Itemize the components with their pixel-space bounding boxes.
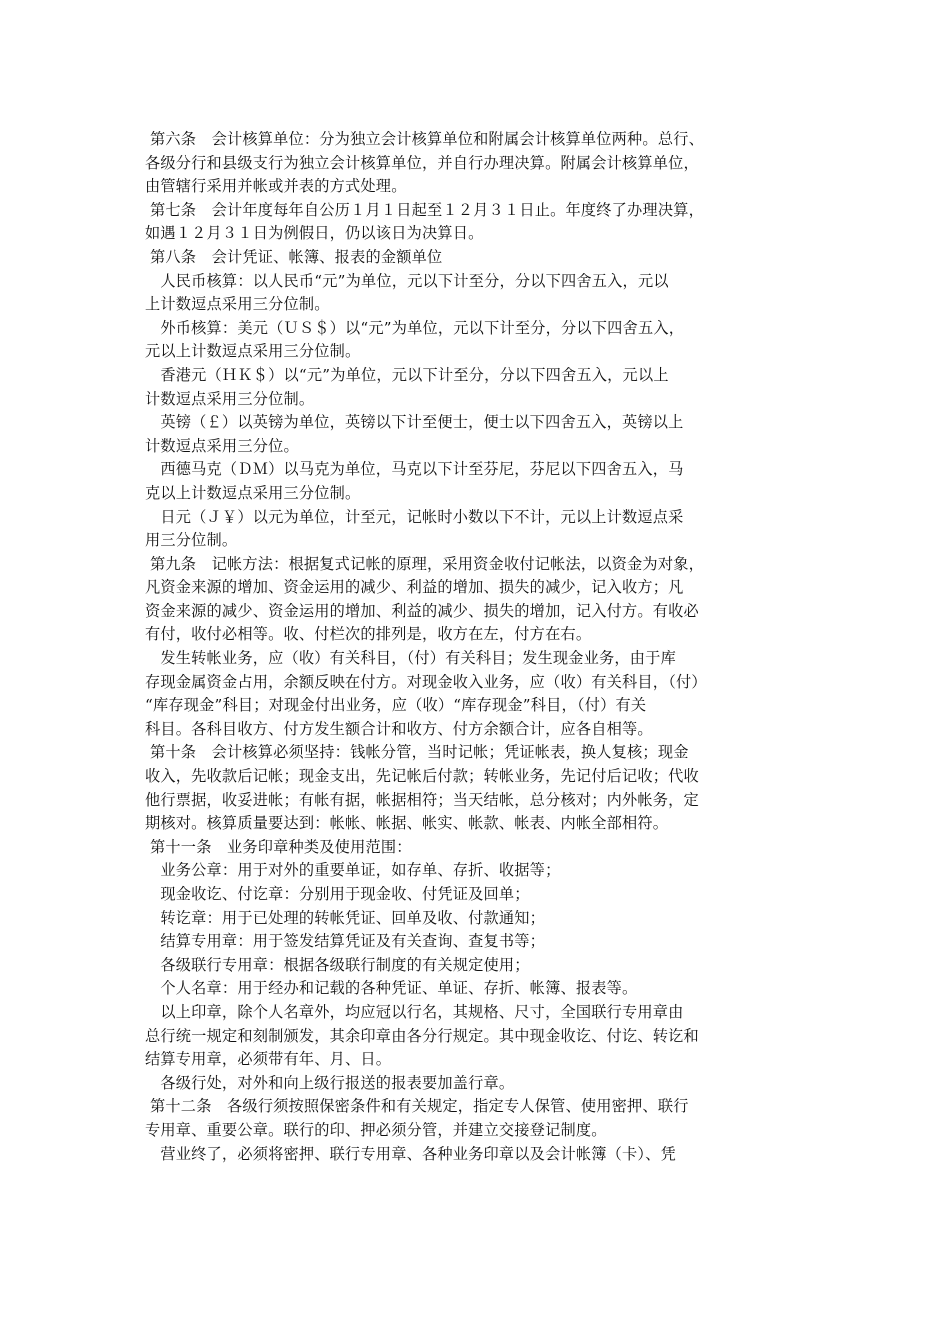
text-line: 个人名章：用于经办和记载的各种凭证、单证、存折、帐簿、报表等。 <box>145 979 638 998</box>
text-line: 外币核算：美元（ＵＳ＄）以“元”为单位，元以下计至分，分以下四舍五入， <box>145 318 685 337</box>
document-body <box>145 128 765 1166</box>
text-line: 结算专用章：用于签发结算凭证及有关查询、查复书等； <box>145 932 546 951</box>
text-line: 日元（Ｊ￥）以元为单位，计至元，记帐时小数以下不计，元以上计数逗点采 <box>145 507 684 526</box>
text-line: 以上印章，除个人名章外，均应冠以行名，其规格、尺寸，全国联行专用章由 <box>145 1002 684 1021</box>
text-line: 香港元（ＨＫ＄）以“元”为单位，元以下计至分，分以下四舍五入，元以上 <box>145 365 669 384</box>
text-line: 转讫章：用于已处理的转帐凭证、回单及收、付款通知； <box>145 908 546 927</box>
text-line: 发生转帐业务，应（收）有关科目，（付）有关科目；发生现金业务，由于库 <box>145 649 676 668</box>
text-line: 计数逗点采用三分位制。 <box>145 389 315 408</box>
text-line: 业务公章：用于对外的重要单证，如存单、存折、收据等； <box>145 861 561 880</box>
text-line: 收入，先收款后记帐；现金支出，先记帐后付款；转帐业务，先记付后记收；代收 <box>145 767 699 786</box>
text-line: 由管辖行采用并帐或并表的方式处理。 <box>145 177 407 196</box>
text-line: 第十二条 各级行须按照保密条件和有关规定，指定专人保管、使用密押、联行 <box>145 1097 689 1116</box>
text-line: 存现金属资金占用，余额反映在付方。对现金收入业务，应（收）有关科目，（付） <box>145 672 707 691</box>
text-line: 各级联行专用章：根据各级联行制度的有关规定使用； <box>145 955 530 974</box>
text-line: 元以上计数逗点采用三分位制。 <box>145 342 361 361</box>
text-line: 西德马克（ＤＭ）以马克为单位，马克以下计至芬尼，芬尼以下四舍五入，马 <box>145 460 684 479</box>
text-line: 如遇１２月３１日为例假日，仍以该日为决算日。 <box>145 224 484 243</box>
text-line: 用三分位制。 <box>145 531 238 550</box>
text-line: 现金收讫、付讫章：分别用于现金收、付凭证及回单； <box>145 885 530 903</box>
text-line: “库存现金”科目；对现金付出业务，应（收）“库存现金”科目，（付）有关 <box>145 696 647 715</box>
text-line: 资金来源的减少、资金运用的增加、利益的减少、损失的增加，记入付方。有收必 <box>145 601 699 620</box>
text-line: 各级行处，对外和向上级行报送的报表要加盖行章。 <box>145 1073 515 1092</box>
text-line: 第九条 记帐方法：根据复式记帐的原理，采用资金收付记帐法，以资金为对象， <box>145 554 704 573</box>
text-line: 凡资金来源的增加、资金运用的减少、利益的增加、损失的减少，记入收方；凡 <box>145 578 684 597</box>
text-line: 人民币核算：以人民币“元”为单位，元以下计至分，分以下四舍五入，元以 <box>145 271 669 290</box>
text-line: 他行票据，收妥进帐；有帐有据，帐据相符；当天结帐，总分核对；内外帐务，定 <box>145 790 699 809</box>
text-line: 营业终了，必须将密押、联行专用章、各种业务印章以及会计帐簿（卡）、凭 <box>145 1144 676 1163</box>
text-line: 克以上计数逗点采用三分位制。 <box>145 483 361 502</box>
text-line: 专用章、重要公章。联行的印、押必须分管，并建立交接登记制度。 <box>145 1120 607 1139</box>
text-line: 第十一条 业务印章种类及使用范围： <box>145 837 412 856</box>
text-line: 第七条 会计年度每年自公历１月１日起至１２月３１日止。年度终了办理决算， <box>145 200 704 219</box>
text-line: 科目。各科目收方、付方发生额合计和收方、付方余额合计，应各自相等。 <box>145 719 653 738</box>
text-line: 结算专用章，必须带有年、月、日。 <box>145 1050 392 1069</box>
text-line: 各级分行和县级支行为独立会计核算单位，并自行办理决算。附属会计核算单位， <box>145 153 699 172</box>
text-line: 第六条 会计核算单位：分为独立会计核算单位和附属会计核算单位两种。总行、 <box>145 130 704 148</box>
text-line: 上计数逗点采用三分位制。 <box>145 295 330 314</box>
text-line: 计数逗点采用三分位。 <box>145 436 299 455</box>
text-line: 第八条 会计凭证、帐簿、报表的金额单位 <box>145 247 443 266</box>
text-line: 期核对。核算质量要达到：帐帐、帐据、帐实、帐款、帐表、内帐全部相符。 <box>145 814 669 833</box>
text-line: 第十条 会计核算必须坚持：钱帐分管，当时记帐；凭证帐表，换人复核；现金 <box>145 743 689 762</box>
text-line: 英镑（￡）以英镑为单位，英镑以下计至便士，便士以下四舍五入，英镑以上 <box>145 413 684 432</box>
text-line: 有付，收付必相等。收、付栏次的排列是，收方在左，付方在右。 <box>145 625 592 644</box>
text-line: 总行统一规定和刻制颁发，其余印章由各分行规定。其中现金收讫、付讫、转讫和 <box>145 1026 699 1045</box>
